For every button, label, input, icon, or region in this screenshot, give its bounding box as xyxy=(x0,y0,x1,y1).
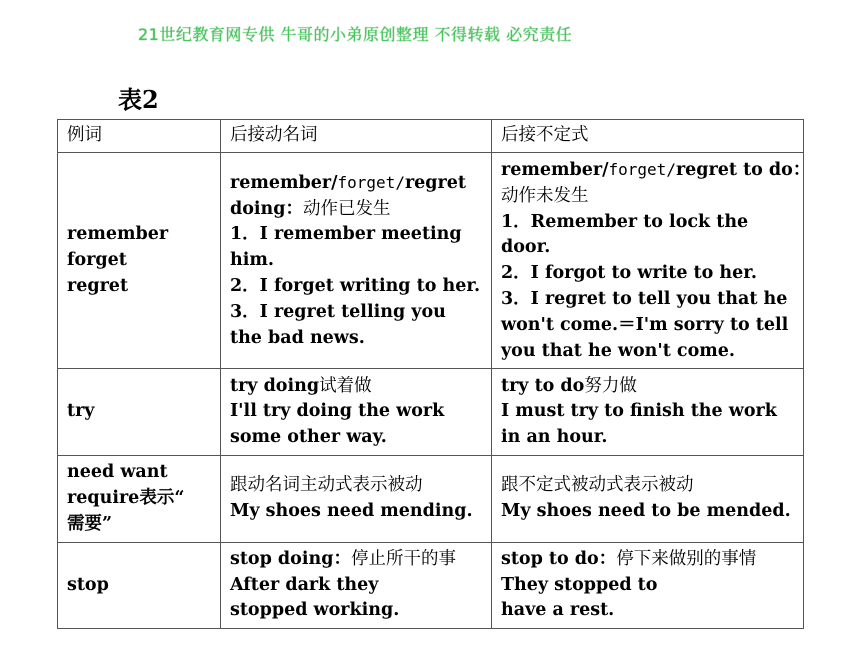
table-header-row xyxy=(58,120,804,153)
gerund-cell xyxy=(221,369,492,456)
infinitive-example: They stopped to xyxy=(501,574,658,595)
infinitive-heading: remember/forget/regret to do： xyxy=(501,160,811,180)
gerund-example: I'll try doing the work some other way. xyxy=(230,401,445,448)
infinitive-heading: stop to do：停下来做别的事情 xyxy=(501,548,757,569)
infinitive-cell xyxy=(492,153,811,369)
gerund-heading: stop doing：停止所干的事 xyxy=(230,548,456,569)
example-word: stop xyxy=(67,574,109,595)
infinitive-example: have a rest. xyxy=(501,600,615,621)
table-title: 表2 xyxy=(118,85,159,114)
example-word-cell xyxy=(58,542,221,628)
infinitive-example: 3．I regret to tell you that he won't come.＝I'm sorry to tell you that he won't come. xyxy=(501,288,789,361)
gerund-example: After dark they xyxy=(230,574,379,595)
example-word: 需要” xyxy=(67,513,113,534)
example-word: require表示“ xyxy=(67,488,185,509)
infinitive-heading: 跟不定式被动式表示被动 xyxy=(501,475,694,496)
example-word-cell xyxy=(58,456,221,542)
gerund-cell xyxy=(221,456,492,542)
infinitive-example: I must try to finish the work in an hour. xyxy=(501,401,777,448)
gerund-cell xyxy=(221,542,492,628)
infinitive-example: 2．I forgot to write to her. xyxy=(501,263,757,284)
table-row xyxy=(58,369,804,456)
infinitive-cell xyxy=(492,542,804,628)
gerund-example: 2．I forget writing to her. xyxy=(230,276,481,297)
example-word: remember xyxy=(67,223,169,244)
table-row xyxy=(58,153,804,369)
example-word: forget xyxy=(67,249,127,270)
infinitive-example: My shoes need to be mended. xyxy=(501,501,791,522)
infinitive-heading: try to do努力做 xyxy=(501,375,637,396)
watermark-banner: 21世纪教育网专供 牛哥的小弟原创整理 不得转载 必究责任 xyxy=(138,25,573,44)
gerund-example: 1．I remember meeting him. xyxy=(230,224,462,271)
gerund-example: My shoes need mending. xyxy=(230,501,473,522)
header-gerund: 后接动名词 xyxy=(221,120,492,153)
grammar-table xyxy=(57,119,811,629)
gerund-example: 3．I regret telling you the bad news. xyxy=(230,301,446,348)
header-infinitive: 后接不定式 xyxy=(492,120,804,153)
header-example-words: 例词 xyxy=(58,120,221,153)
infinitive-cell xyxy=(492,456,804,542)
infinitive-example: 1．Remember to lock the door. xyxy=(501,211,749,258)
example-word-cell xyxy=(58,369,221,456)
example-word: need want xyxy=(67,462,168,483)
gerund-cell xyxy=(221,153,492,369)
infinitive-meaning: 动作未发生 xyxy=(501,185,589,206)
table-row xyxy=(58,456,804,542)
example-word: try xyxy=(67,401,95,422)
gerund-heading: 跟动名词主动式表示被动 xyxy=(230,475,423,496)
gerund-heading: try doing试着做 xyxy=(230,375,372,396)
infinitive-cell xyxy=(492,369,804,456)
example-word: regret xyxy=(67,275,129,296)
gerund-heading: remember/forget/regret xyxy=(230,172,466,193)
gerund-meaning: doing：动作已发生 xyxy=(230,198,391,219)
example-word-cell xyxy=(58,153,221,369)
gerund-example: stopped working. xyxy=(230,600,400,621)
table-row xyxy=(58,542,804,628)
